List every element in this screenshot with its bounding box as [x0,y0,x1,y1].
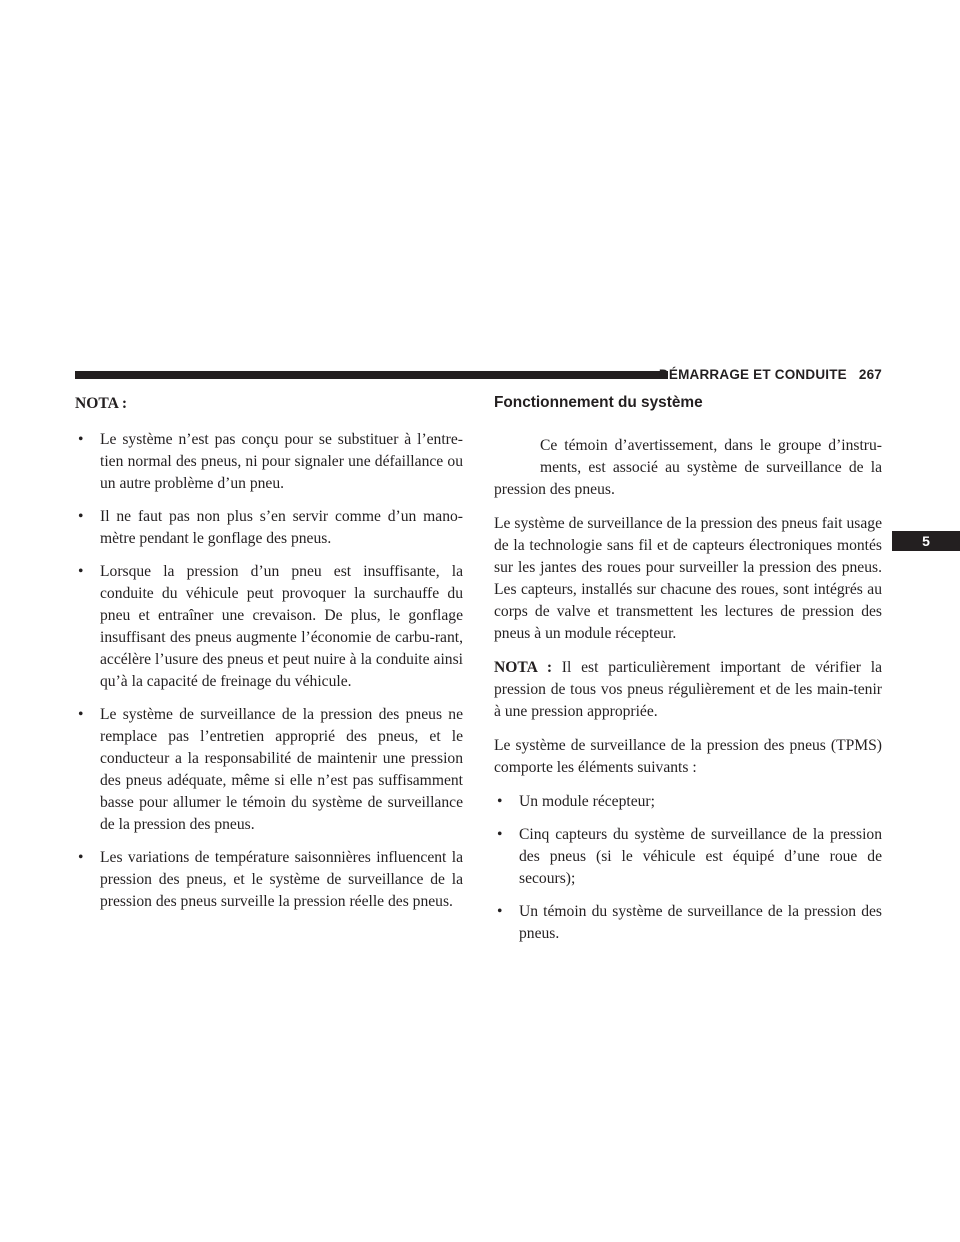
components-intro: Le système de surveillance de la pression des pneus (TPMS) comporte les éléments suivants : [494,737,882,776]
list-item: • Lorsque la pression d’un pneu est insuffisante, la conduite du véhicule peut provoquer la surchauffe du pneu et entraîner une crevaison. De plus, le gonflage insuffisant des pneus augmente l’économie de carbu-rant, accélère l’usure des pneus et peut nuire à la conduite ainsi qu’à la capacité de freinage du véhicule. [78,563,463,690]
nota-heading: NOTA : [75,395,128,412]
components-list [494,791,882,945]
nota-list [75,429,463,913]
tpms-warning-icon [494,435,540,479]
header-rule [75,371,668,379]
bullet-icon: • [78,563,84,580]
bullet-icon: • [497,903,503,920]
list-item: • Il ne faut pas non plus s’en servir comme d’un mano-mètre pendant le gonflage des pneus. [78,508,463,547]
list-item: • Un module récepteur; [494,791,882,813]
list-item: • Le système de surveillance de la pression des pneus ne remplace pas l’entretien approprié des pneus, et le conducteur a la responsabilité de maintenir une pression des pneus adéquate, même si elle n’est pas suffisamment basse pour allumer le témoin du système de surveillance de la pression des pneus. [78,706,463,833]
list-item: • Un témoin du système de surveillance de la pression des pneus. [497,903,882,942]
left-column [75,393,463,924]
nota-paragraph: NOTA : Il est particulièrement important de vérifier la pression de tous vos pneus régulièrement et de les main-tenir à une pression appropriée. [494,659,882,720]
right-column [494,393,882,956]
bullet-icon: • [497,826,503,843]
bullet-icon: • [78,706,84,723]
page-number: 267 [858,366,882,382]
bullet-icon: • [78,508,84,525]
chapter-tab: 5 [892,531,960,551]
section-name: DÉMARRAGE ET CONDUITE [658,366,847,382]
bullet-icon: • [78,431,84,448]
list-item: • Le système n’est pas conçu pour se substituer à l’entre-tien normal des pneus, ni pour signaler une défaillance ou un autre problème d’un pneu. [78,431,463,492]
running-header [658,363,882,385]
section-title: Fonctionnement du système [494,394,703,411]
bullet-icon: • [497,793,503,810]
list-item: • Cinq capteurs du système de surveillance de la pression des pneus (si le véhicule est équipé d’une roue de secours); [497,826,882,887]
nota-label: NOTA : [494,659,553,676]
description-paragraph: Le système de surveillance de la pression des pneus fait usage de la technologie sans fil et de capteurs électroniques montés sur les jantes des roues pour surveiller la pression des pneus. Les capteurs, installés sur chacune des roues, sont intégrés au corps de valve et transmettent les lectures de pression des pneus à un module récepteur. [494,515,882,642]
list-item: • Les variations de température saisonnières influencent la pression des pneus, et le système de surveillance de la pression des pneus surveille la pression réelle des pneus. [78,849,463,910]
bullet-icon: • [78,849,84,866]
warning-paragraph: Ce témoin d’avertissement, dans le groupe d’instru-ments, est associé au système de surveillance de la pression des pneus. [494,437,882,498]
